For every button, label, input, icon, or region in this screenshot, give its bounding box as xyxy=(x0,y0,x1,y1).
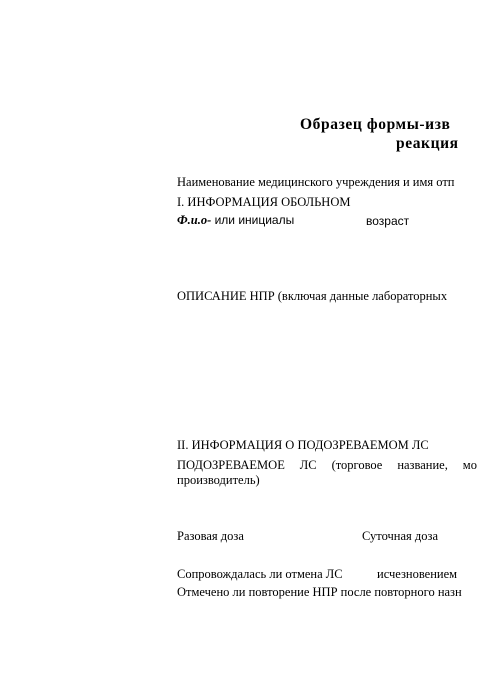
suspected-drug-word: ПОДОЗРЕВАЕМОЕ xyxy=(177,458,285,472)
single-dose-label: Разовая доза xyxy=(177,529,244,543)
suspected-drug-word: (торговое xyxy=(331,458,383,472)
npr-description-label: ОПИСАНИЕ НПР (включая данные лабораторных xyxy=(177,289,448,303)
form-title-line-2: реакция xyxy=(396,135,459,152)
institution-name-line: Наименование медицинского учреждения и имя отп xyxy=(177,175,455,189)
suspected-drug-line xyxy=(177,459,477,472)
section-2-header: II. ИНФОРМАЦИЯ О ПОДОЗРЕВАЕМОМ ЛС xyxy=(177,438,429,452)
fio-label: Ф.и.о- xyxy=(177,213,212,227)
age-label: возраст xyxy=(366,214,410,228)
manufacturer-label: производитель) xyxy=(177,473,260,487)
form-title-line-1: Образец формы-изв xyxy=(300,116,451,133)
patient-name-field xyxy=(177,214,294,227)
suspected-drug-word: название, xyxy=(397,458,448,472)
suspected-drug-word: ЛС xyxy=(299,458,317,472)
withdrawal-answer: исчезновением xyxy=(377,567,458,581)
withdrawal-question: Сопровождалась ли отмена ЛС xyxy=(177,567,343,581)
fio-initials-label: или инициалы xyxy=(211,213,295,227)
suspected-drug-word: мо xyxy=(462,458,477,472)
repeat-npr-question: Отмечено ли повторение НПР после повторного назн xyxy=(177,585,462,599)
daily-dose-label: Суточная доза xyxy=(362,529,438,543)
section-1-header: I. ИНФОРМАЦИЯ ОБОЛЬНОМ xyxy=(177,195,351,209)
